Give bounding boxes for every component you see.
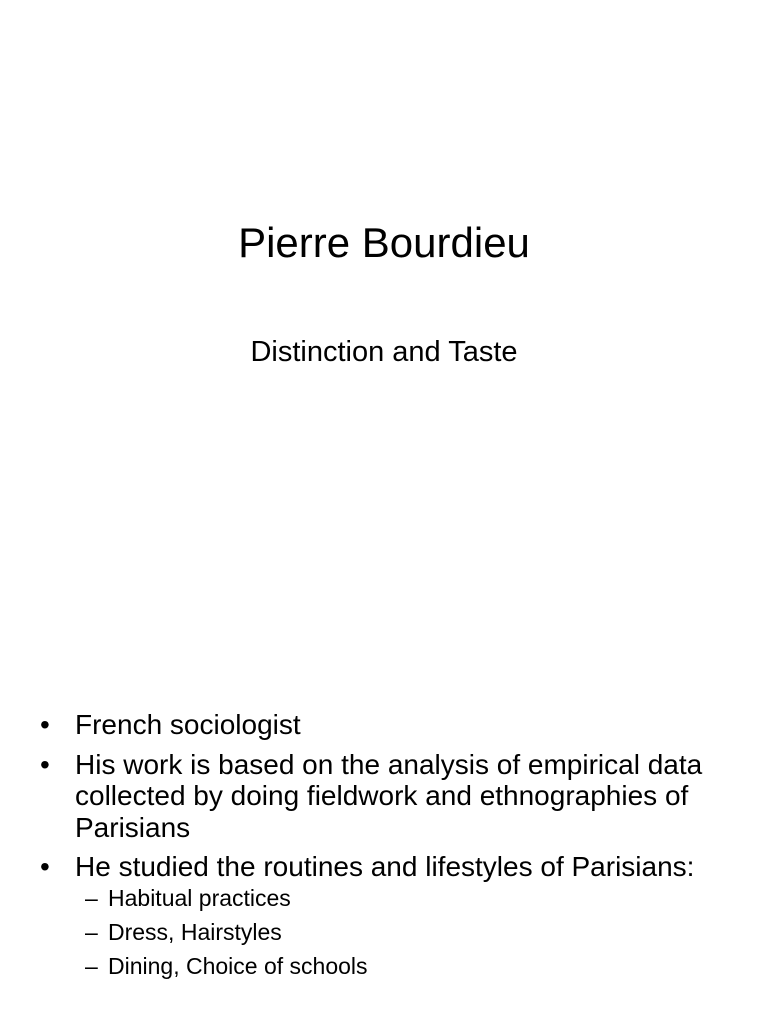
slide-subtitle: Distinction and Taste [250, 336, 518, 368]
bullet-item [40, 851, 740, 979]
sub-bullet-text: Dining, Choice of schools [108, 952, 368, 979]
sub-bullet-text: Dress, Hairstyles [108, 918, 282, 945]
sub-bullet-marker: – [85, 952, 98, 979]
sub-bullet-text: Habitual practices [108, 884, 291, 911]
sub-bullet-marker: – [85, 884, 98, 911]
bullet-list [40, 709, 740, 987]
bullet-text: His work is based on the analysis of empirical data collected by doing fieldwork and ethnographies of Parisians [75, 748, 703, 843]
bullet-marker: • [40, 851, 50, 882]
bullet-marker: • [40, 709, 50, 740]
slide-title: Pierre Bourdieu [238, 219, 530, 266]
sub-bullet-item [75, 885, 740, 911]
sub-bullet-item [75, 919, 740, 945]
bullet-text: French sociologist [75, 709, 301, 740]
sub-bullet-list [75, 885, 740, 979]
sub-bullet-marker: – [85, 918, 98, 945]
bullet-item [40, 749, 740, 844]
bullet-item [40, 709, 740, 741]
sub-bullet-item [75, 953, 740, 979]
bullet-text: He studied the routines and lifestyles of Parisians: [75, 851, 695, 882]
bullet-marker: • [40, 748, 50, 780]
